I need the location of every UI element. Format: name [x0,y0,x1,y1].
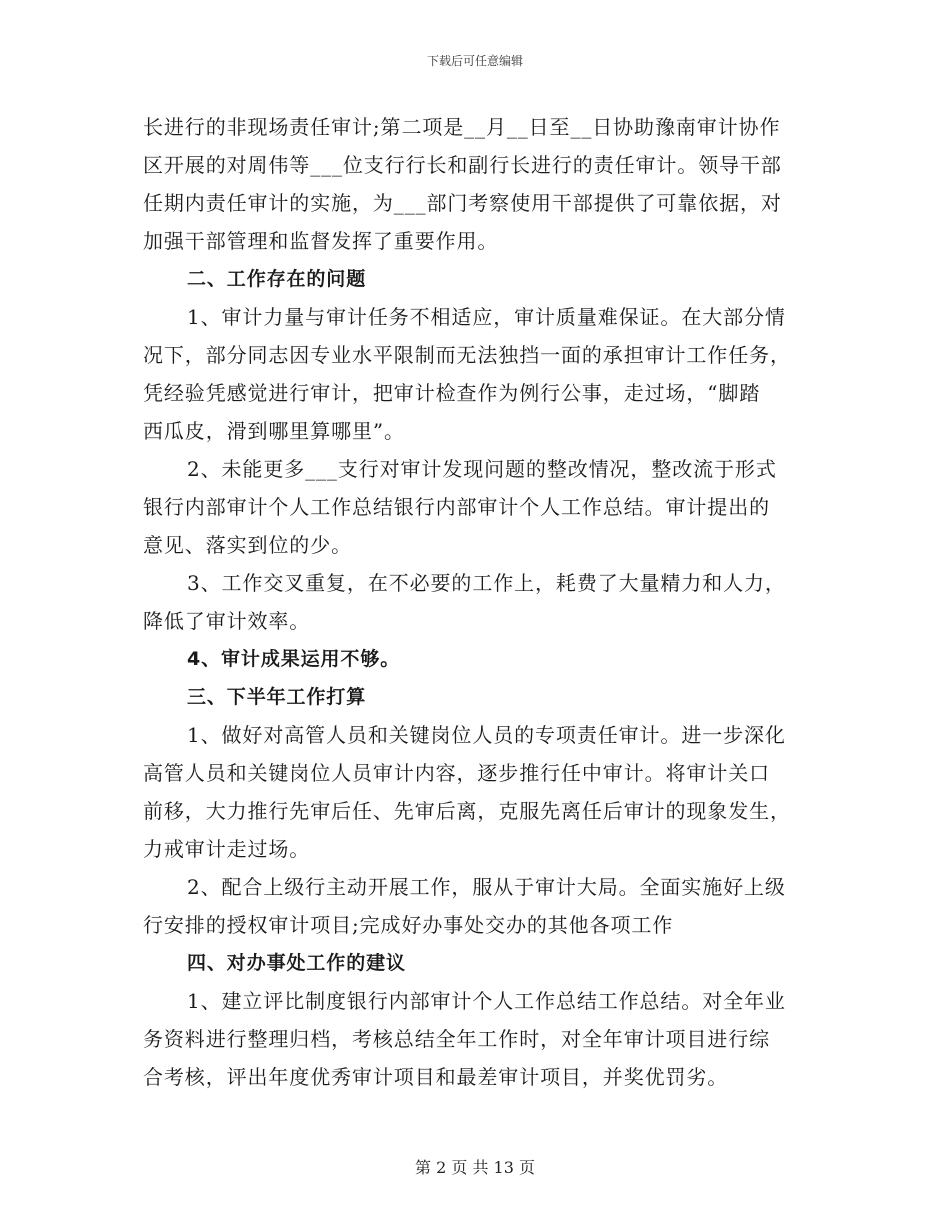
section-heading: 四、对办事处工作的建议 [187,952,406,974]
paragraph-line: 前移，大力推行先审后任、先审后离，克服先离任后审计的现象发生， [143,799,791,823]
paragraph-line: 2、未能更多___支行对审计发现问题的整改情况，整改流于形式 [187,457,777,481]
paragraph-line: 凭经验凭感觉进行审计，把审计检查作为例行公事，走过场，“脚踏 [143,381,761,405]
bold-item: 4、审计成果运用不够。 [187,648,401,670]
paragraph-line: 降低了审计效率。 [143,609,311,633]
paragraph-line: 意见、落实到位的少。 [143,533,352,557]
paragraph-line: 合考核，评出年度优秀审计项目和最差审计项目，并奖优罚劣。 [143,1065,729,1089]
section-heading: 三、下半年工作打算 [187,686,367,708]
paragraph-line: 务资料进行整理归档，考核总结全年工作时，对全年审计项目进行综 [143,1027,770,1051]
paragraph-line: 银行内部审计个人工作总结银行内部审计个人工作总结。审计提出的 [143,495,770,519]
paragraph-line: 高管人员和关键岗位人员审计内容，逐步推行任中审计。将审计关口 [143,761,770,785]
paragraph-line: 行安排的授权审计项目;完成好办事处交办的其他各项工作 [143,913,674,937]
page-header: 下载后可任意编辑 [426,54,523,68]
paragraph-line: 1、审计力量与审计任务不相适应，审计质量难保证。在大部分情 [187,305,786,329]
paragraph-line: 2、配合上级行主动开展工作，服从于审计大局。全面实施好上级 [187,875,786,899]
page-footer: 第 2 页 共 13 页 [415,1158,535,1177]
document-body [143,108,807,1096]
paragraph-line: 西瓜皮，滑到哪里算哪里”。 [143,419,405,443]
paragraph-line: 况下，部分同志因专业水平限制而无法独挡一面的承担审计工作任务， [143,343,791,367]
paragraph-line: 1、建立评比制度银行内部审计个人工作总结工作总结。对全年业 [187,989,786,1013]
paragraph-line: 1、做好对高管人员和关键岗位人员的专项责任审计。进一步深化 [187,723,786,747]
paragraph-line: 区开展的对周伟等___位支行行长和副行长进行的责任审计。领导干部 [143,153,782,177]
paragraph-line: 任期内责任审计的实施，为___部门考察使用干部提供了可靠依据，对 [143,191,782,215]
paragraph-line: 加强干部管理和监督发挥了重要作用。 [143,229,499,253]
paragraph-line: 力戒审计走过场。 [143,837,311,861]
paragraph-line: 长进行的非现场责任审计;第二项是__月__日至__日协助豫南审计协作 [143,115,781,139]
section-heading: 二、工作存在的问题 [187,268,367,290]
paragraph-line: 3、工作交叉重复，在不必要的工作上，耗费了大量精力和人力， [187,571,786,595]
